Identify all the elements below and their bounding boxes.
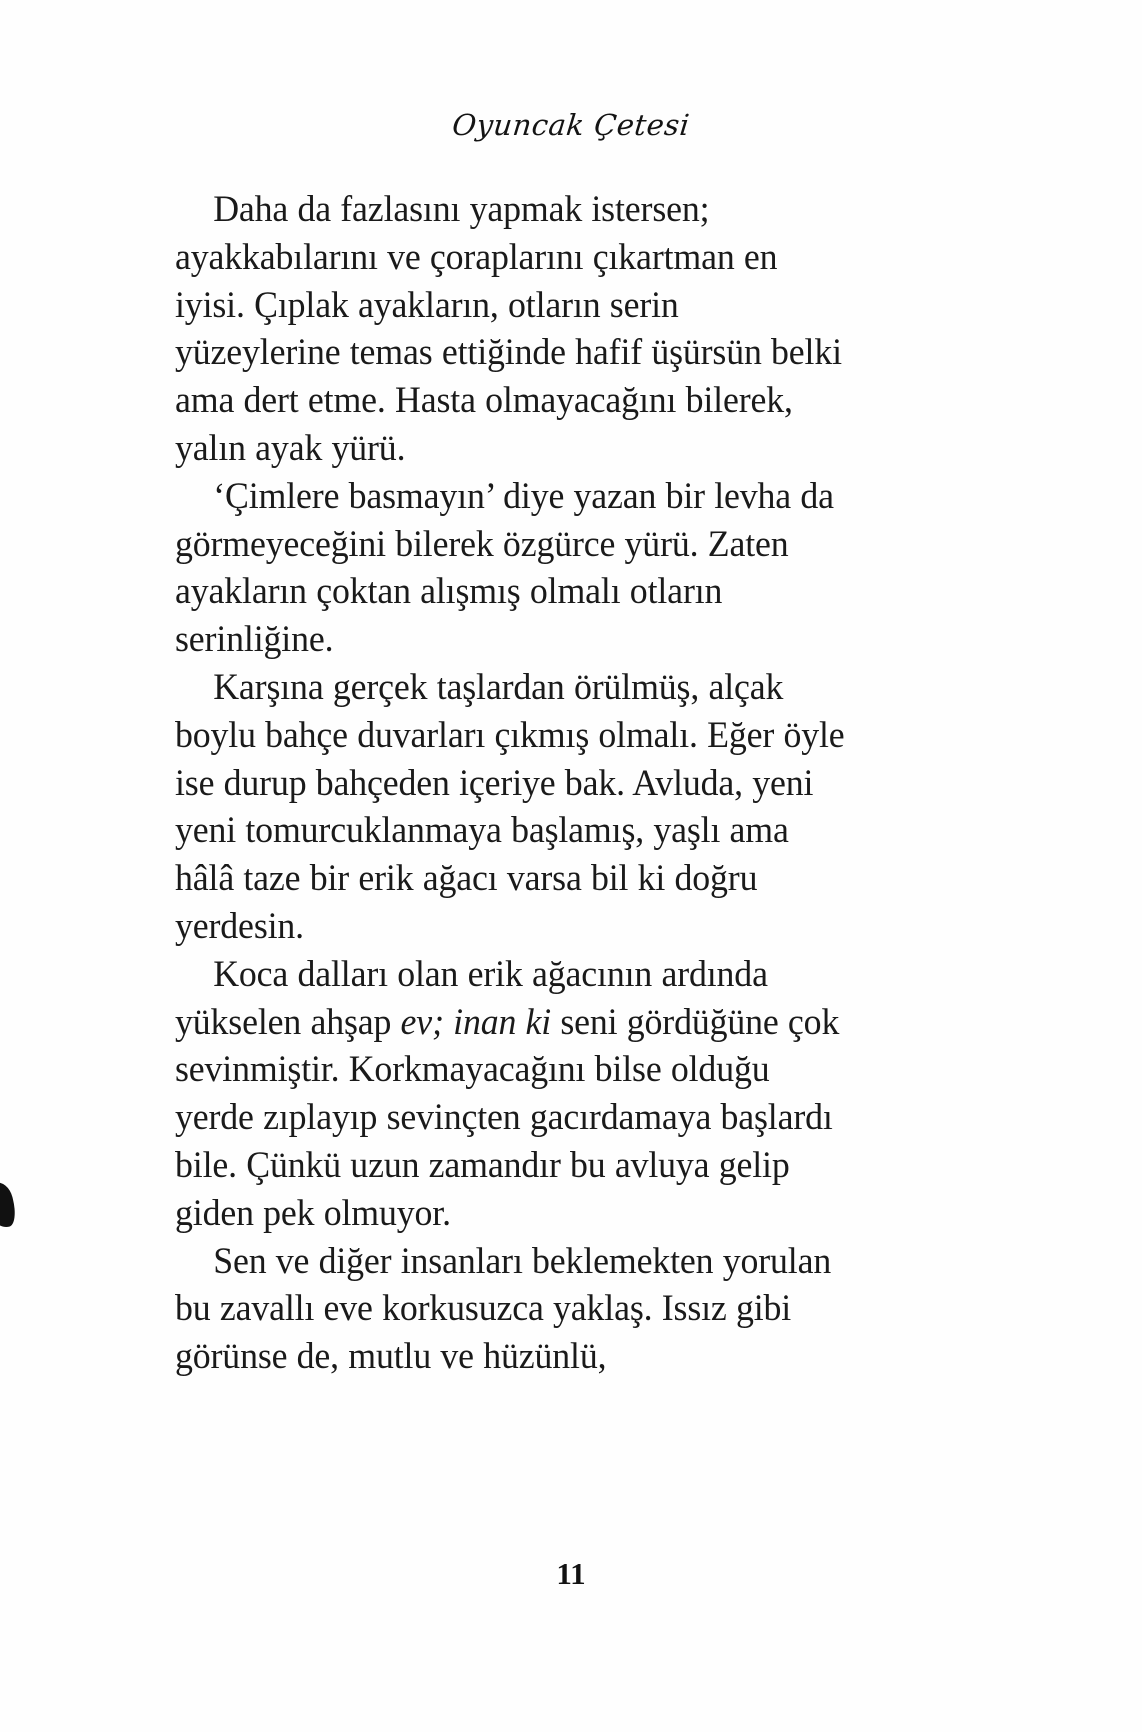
body-text-block (175, 186, 881, 1381)
paragraph-4-emphasis: ev; inan ki (400, 1001, 552, 1043)
paragraph-1: Daha da fazlasını yapmak istersen; ayakkabılarını ve çoraplarını çıkartman en iyisi. Çıplak ayakların, otların serin yüzeylerine temas ettiğinde hafif üşürsün belki ama dert etme. Hasta olmayacağını bilerek, yalın ayak yürü. (175, 189, 842, 469)
paragraph-4-tail: seni gördüğüne çok sevinmiştir. Korkmayacağını bilse olduğu yerde zıplayıp sevinçten gacırdamaya başlardı bile. Çünkü uzun zamandır bu avluya gelip giden pek olmuyor. (175, 1001, 840, 1234)
paragraph-5: Sen ve diğer insanları beklemekten yorulan bu zavallı eve korkusuzca yaklaş. Issız gibi görünse de, mutlu ve hüzünlü, (175, 1240, 832, 1378)
paragraph-3: Karşına gerçek taşlardan örülmüş, alçak boylu bahçe duvarları çıkmış olmalı. Eğer öyle ise durup bahçeden içeriye bak. Avluda, yeni yeni tomurcuklanmaya başlamış, yaşlı ama hâlâ taze bir erik ağacı varsa bil ki doğru yerdesin. (175, 666, 845, 947)
page-number: 11 (556, 1556, 586, 1591)
scan-edge-artifact (0, 1180, 19, 1231)
running-header-title: Oyuncak Çetesi (450, 108, 692, 142)
paragraph-2: ‘Çimlere basmayın’ diye yazan bir levha da görmeyeceğini bilerek özgürce yürü. Zaten ayakların çoktan alışmış olmalı otların serinliğine. (175, 475, 834, 661)
paragraph-4 (175, 951, 849, 1238)
paragraph-4-lead: Koca dalları olan erik ağacının ardında yükselen ahşap (175, 953, 768, 1043)
